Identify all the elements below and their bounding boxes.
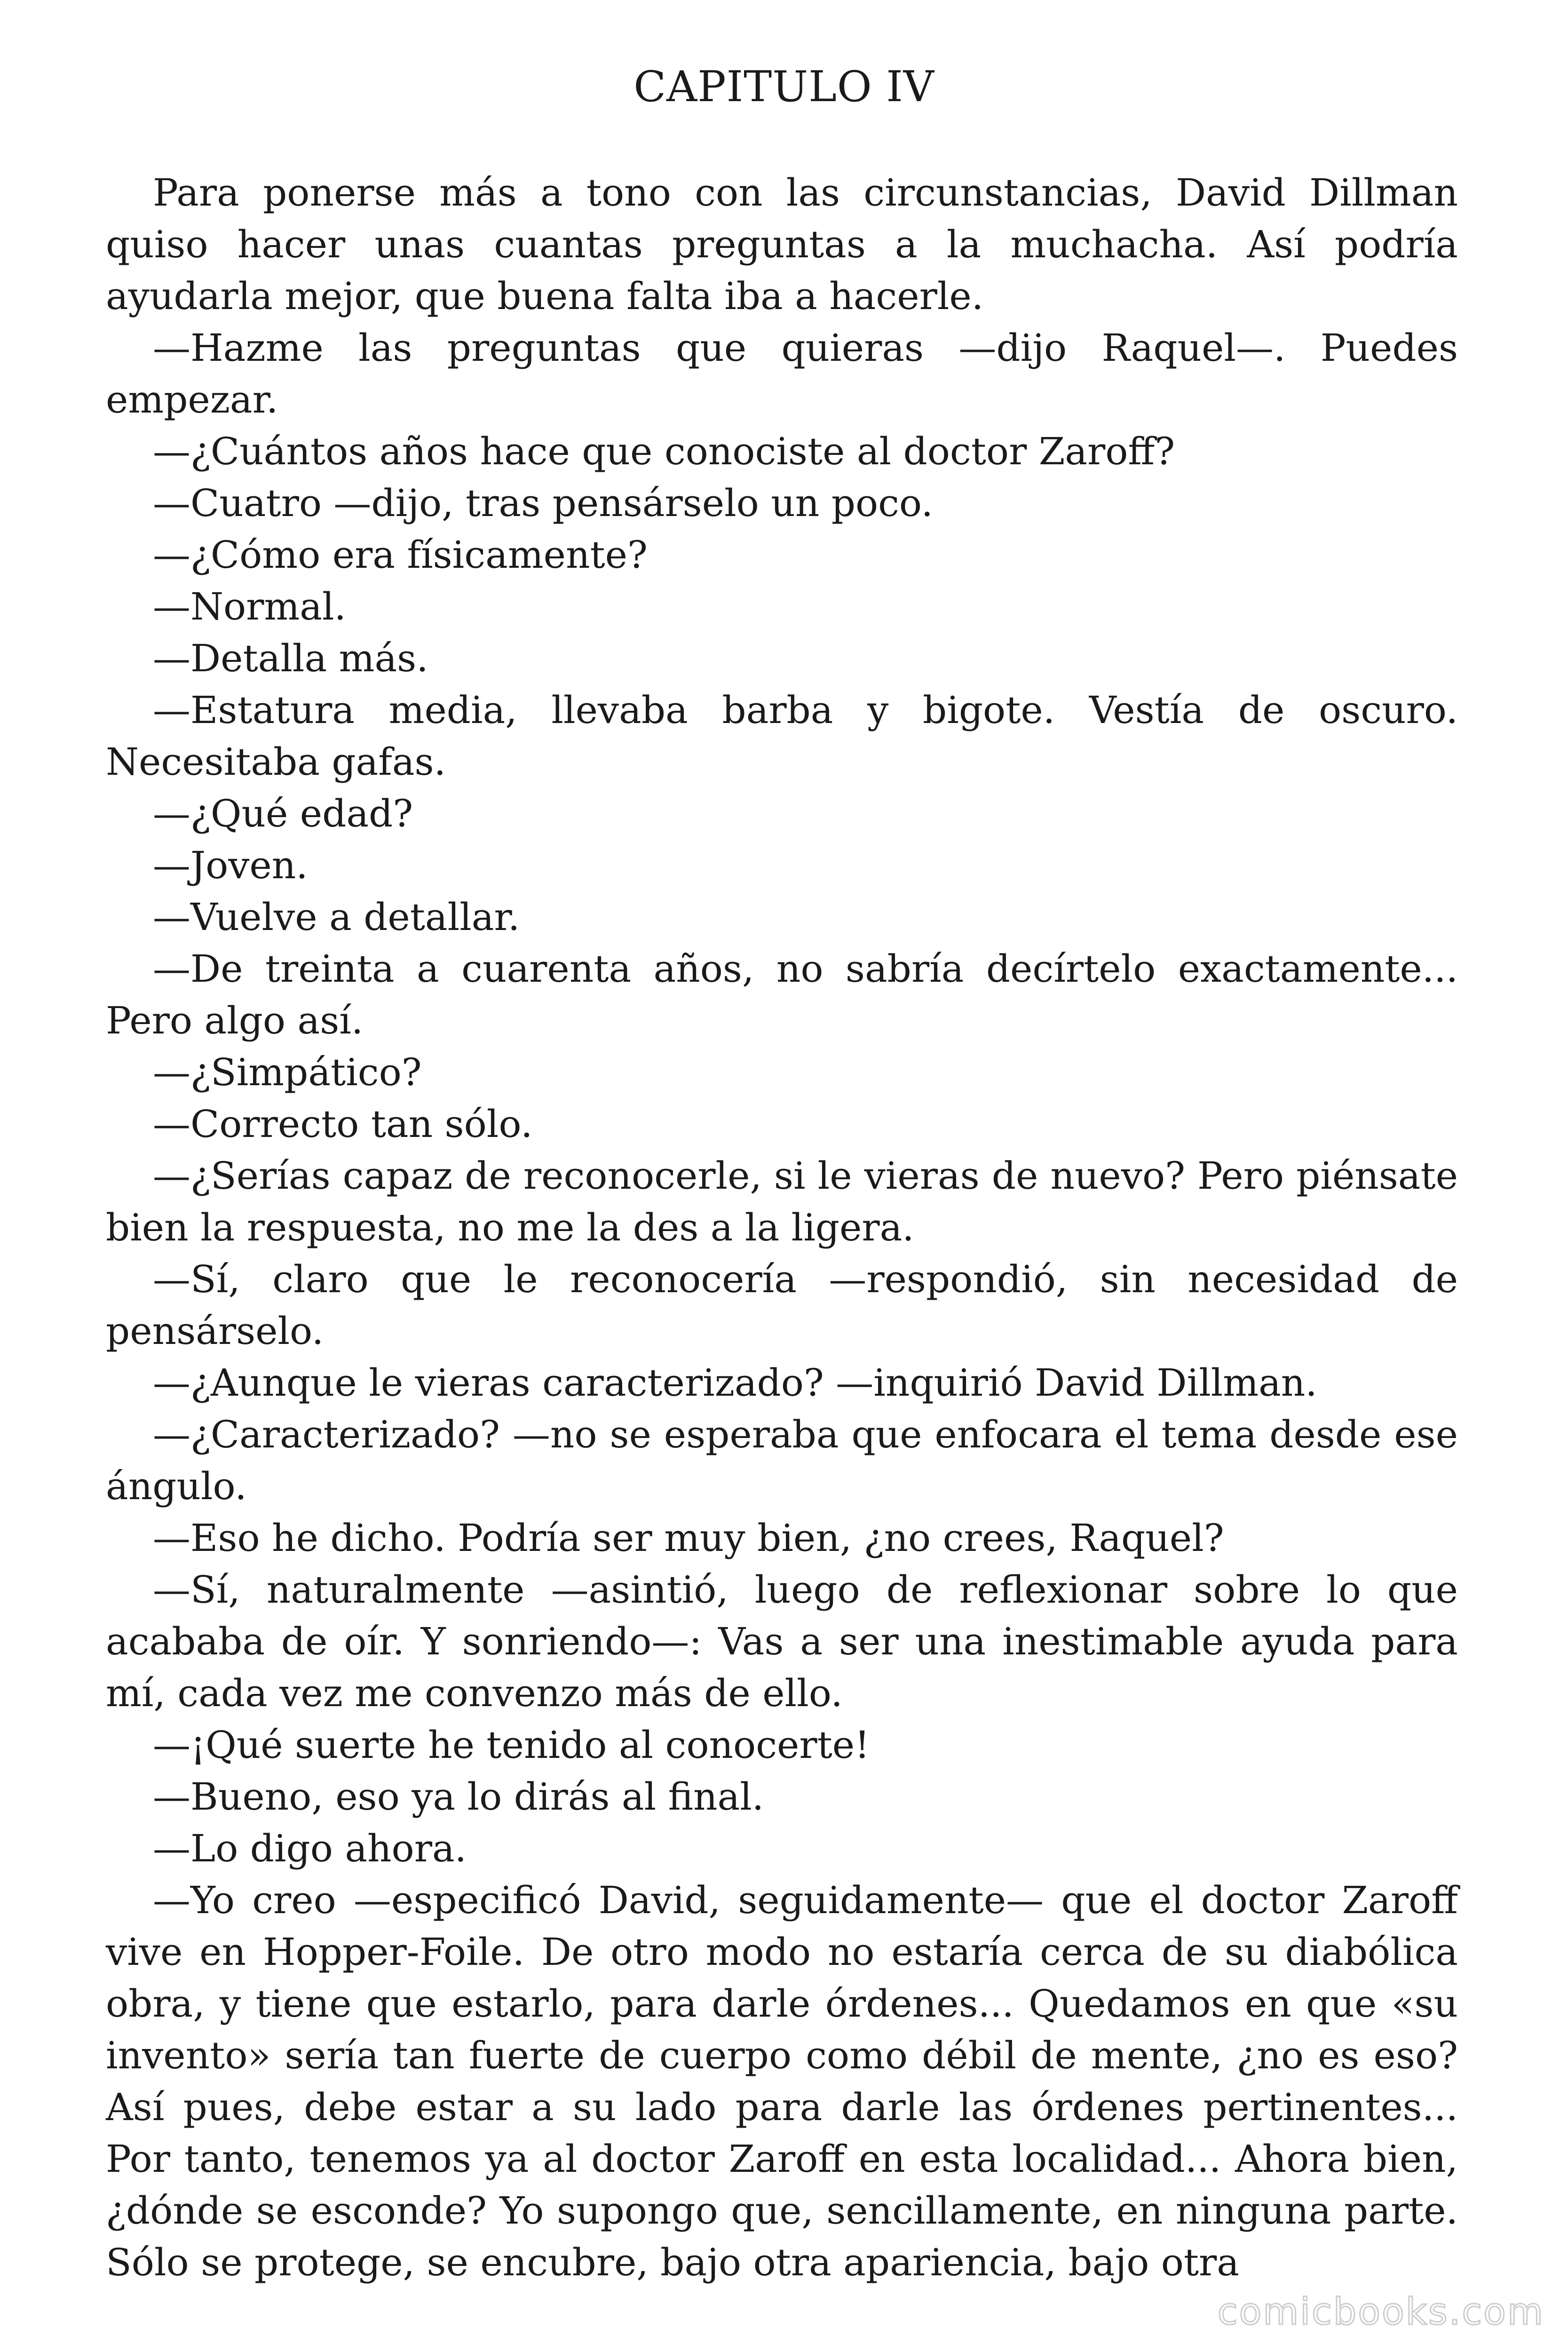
- dialogue-line: —Sí, naturalmente —asintió, luego de reflexionar sobre lo que acababa de oír. Y sonriendo—: Vas a ser una inestimable ayuda para mí, cada vez me convenzo más de ello.: [106, 1568, 1458, 1715]
- dialogue-line: —Cuatro —dijo, tras pensárselo un poco.: [153, 481, 934, 525]
- dialogue-line: —Normal.: [153, 585, 346, 628]
- dialogue-line: —¿Qué edad?: [153, 792, 413, 835]
- dialogue-line: —Vuelve a detallar.: [153, 895, 520, 939]
- body-text: [106, 167, 1458, 2288]
- dialogue-line: —Eso he dicho. Podría ser muy bien, ¿no crees, Raquel?: [153, 1516, 1224, 1560]
- dialogue-line: —De treinta a cuarenta años, no sabría decírtelo exactamente... Pero algo así.: [106, 947, 1458, 1042]
- paragraph: Para ponerse más a tono con las circunstancias, David Dillman quiso hacer unas cuantas preguntas a la muchacha. Así podría ayudarla mejor, que buena falta iba a hacerle.: [106, 171, 1458, 318]
- dialogue-line: —Correcto tan sólo.: [153, 1102, 533, 1146]
- watermark: comicbooks.com: [1217, 2291, 1544, 2333]
- dialogue-line: —Yo creo —especificó David, seguidamente— que el doctor Zaroff vive en Hopper-Foile. De otro modo no estaría cerca de su diabólica obra, y tiene que estarlo, para darle órdenes... Quedamos en que «su invento» sería tan fuerte de cuerpo como débil de mente, ¿no es eso? Así pues, debe estar a su lado para darle las órdenes pertinentes... Por tanto, tenemos ya al doctor Zaroff en esta localidad... Ahora bien, ¿dónde se esconde? Yo supongo que, sencillamente, en ninguna parte. Sólo se protege, se encubre, bajo otra apariencia, bajo otra: [106, 1878, 1458, 2284]
- dialogue-line: —¿Simpático?: [153, 1050, 422, 1094]
- dialogue-line: —¿Aunque le vieras caracterizado? —inquirió David Dillman.: [153, 1361, 1317, 1405]
- dialogue-line: —Estatura media, llevaba barba y bigote. Vestía de oscuro. Necesitaba gafas.: [106, 688, 1458, 784]
- dialogue-line: —¡Qué suerte he tenido al conocerte!: [153, 1723, 870, 1767]
- dialogue-line: —Detalla más.: [153, 636, 428, 680]
- dialogue-line: —¿Caracterizado? —no se esperaba que enfocara el tema desde ese ángulo.: [106, 1413, 1458, 1508]
- dialogue-line: —Joven.: [153, 843, 308, 887]
- dialogue-line: —Bueno, eso ya lo dirás al final.: [153, 1775, 764, 1819]
- dialogue-line: —Sí, claro que le reconocería —respondió, sin necesidad de pensárselo.: [106, 1257, 1458, 1353]
- dialogue-line: —Lo digo ahora.: [153, 1827, 467, 1870]
- dialogue-line: —¿Cuántos años hace que conociste al doctor Zaroff?: [153, 429, 1175, 473]
- chapter-title: CAPITULO IV: [634, 62, 934, 111]
- dialogue-line: —Hazme las preguntas que quieras —dijo Raquel—. Puedes empezar.: [106, 326, 1458, 421]
- dialogue-line: —¿Serías capaz de reconocerle, si le vieras de nuevo? Pero piénsate bien la respuesta, no me la des a la ligera.: [106, 1154, 1458, 1249]
- dialogue-line: —¿Cómo era físicamente?: [153, 533, 648, 577]
